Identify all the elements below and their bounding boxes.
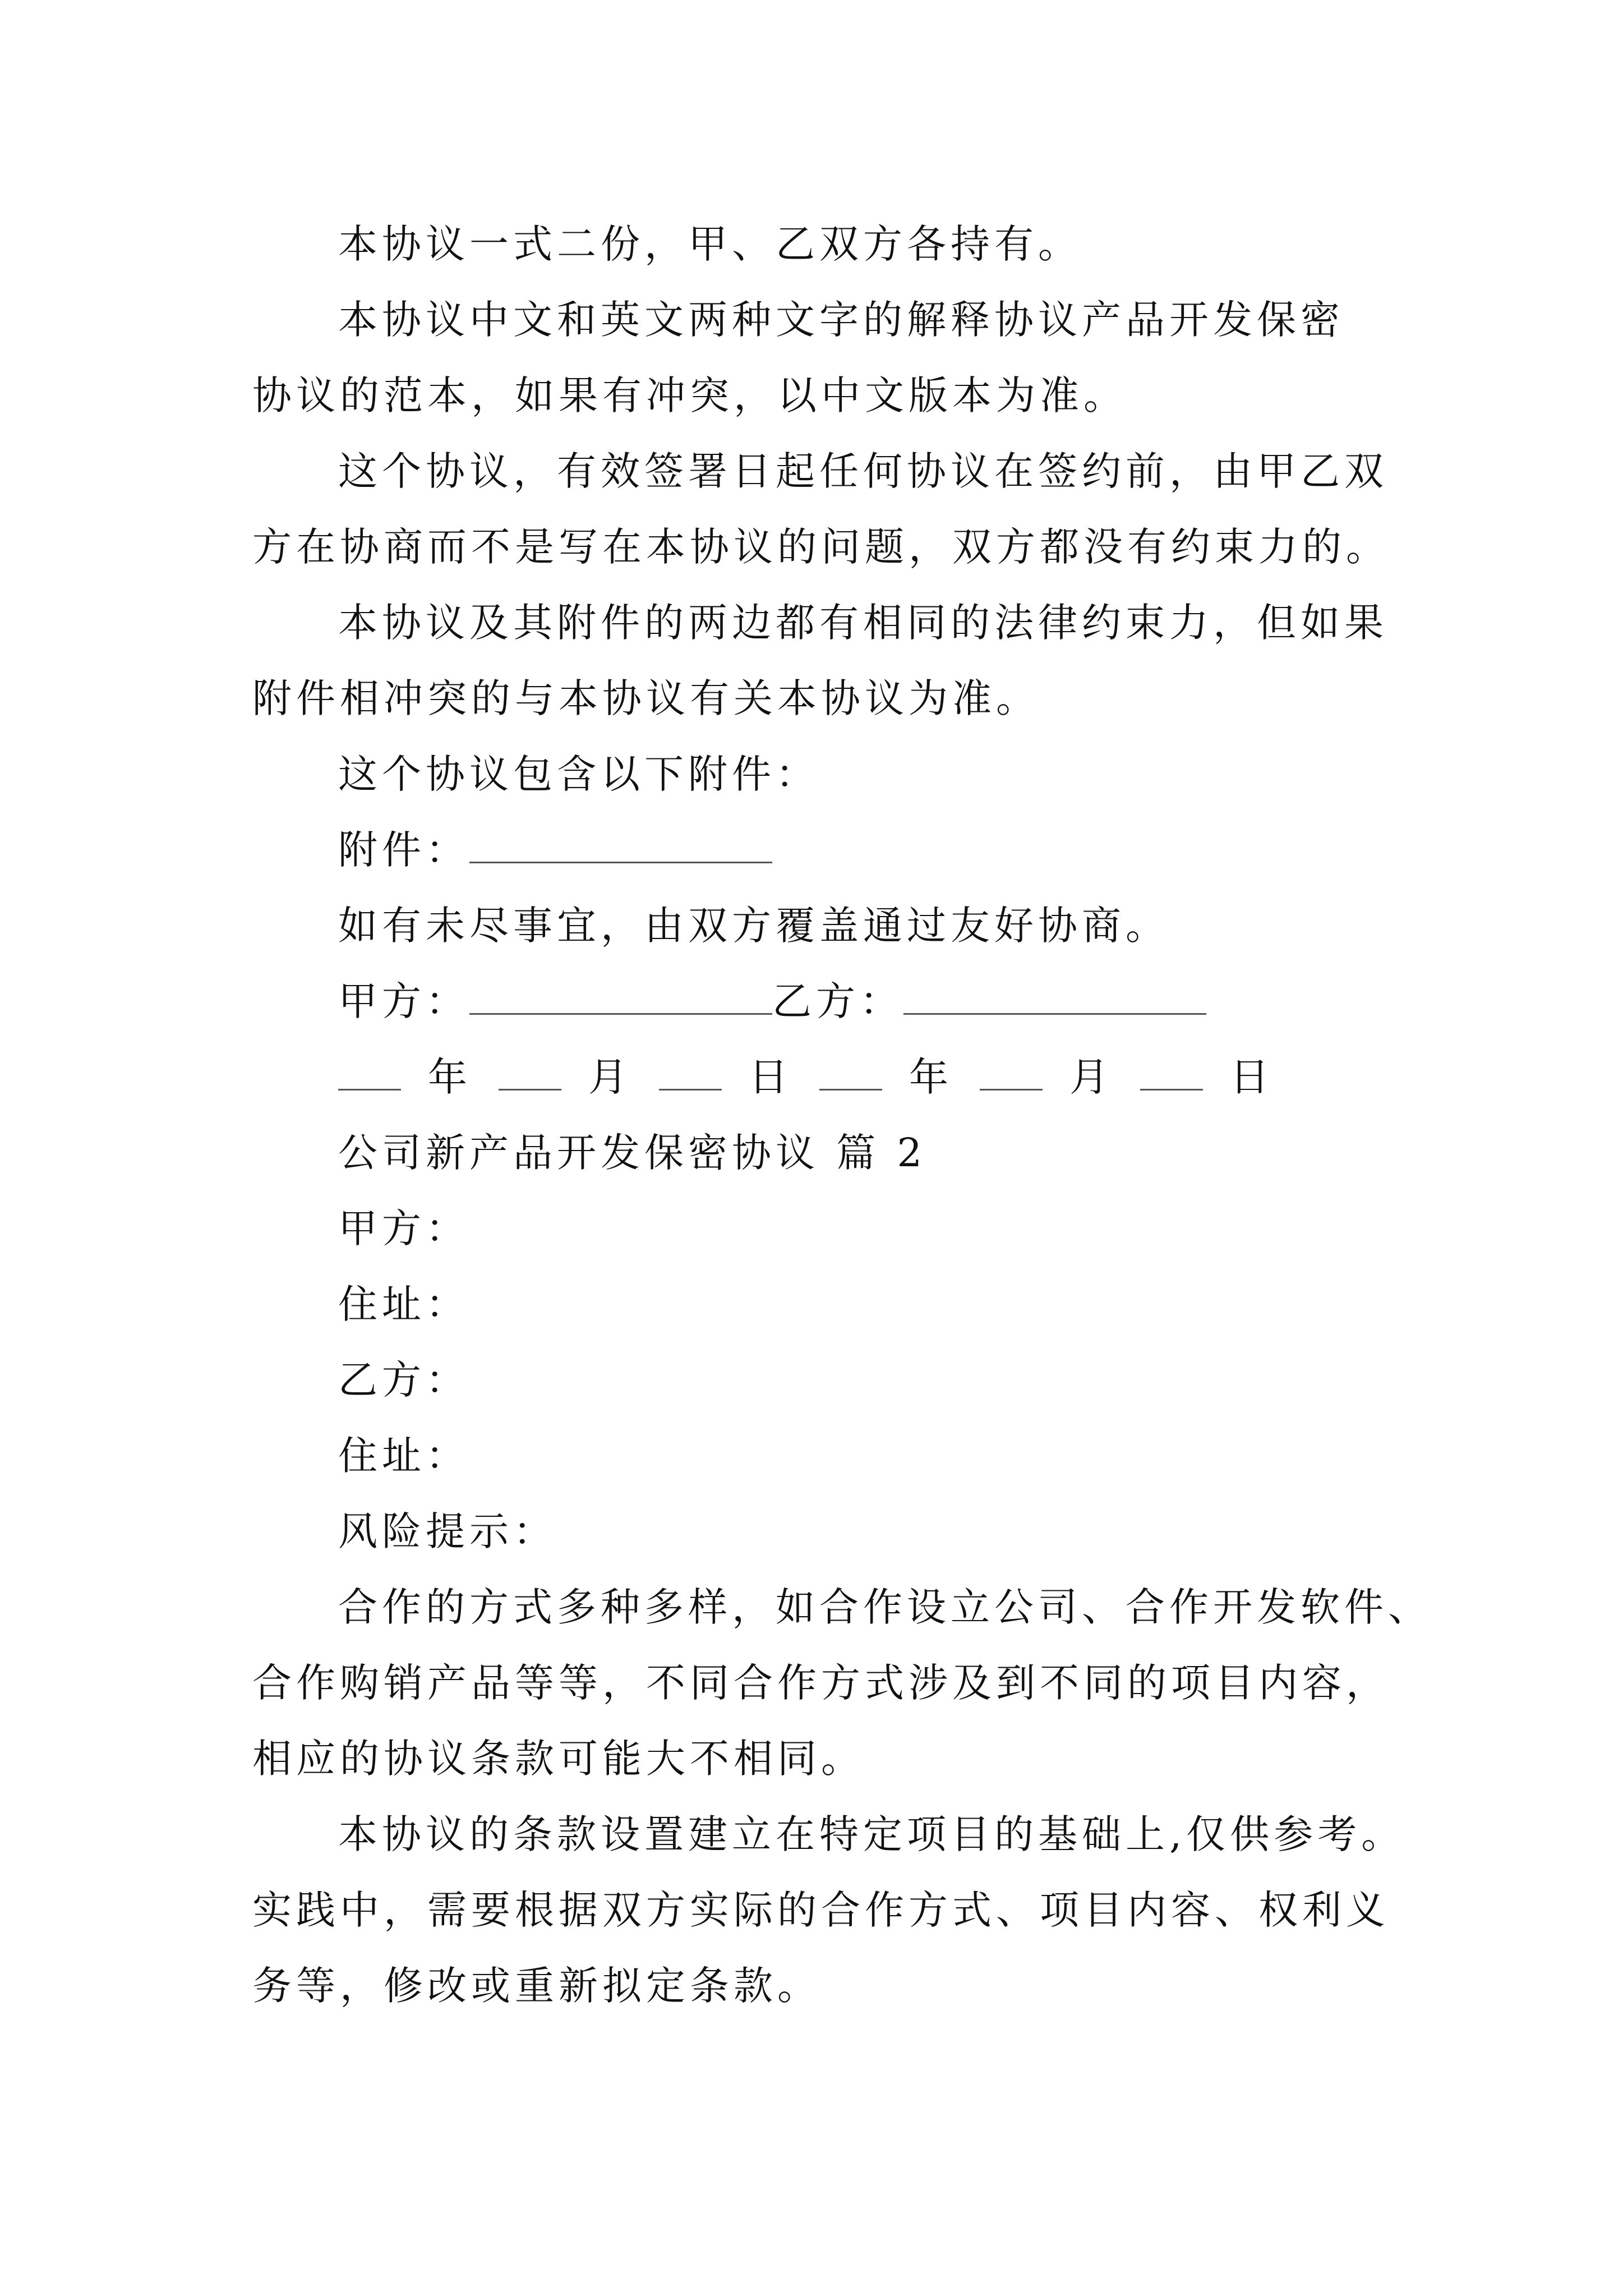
month-label-a: 月 xyxy=(588,1054,632,1100)
day-blank-b xyxy=(1140,1054,1203,1091)
month-label-b: 月 xyxy=(1069,1054,1113,1100)
field-party-b: 乙方： xyxy=(338,1357,469,1403)
year-blank-a xyxy=(338,1054,401,1091)
paragraph-binding-line-2: 方在协商而不是写在本协议的问题，双方都没有约束力的。 xyxy=(252,524,1390,570)
date-row xyxy=(338,1052,1488,1102)
month-blank-b xyxy=(980,1054,1043,1091)
field-party-a: 甲方： xyxy=(338,1205,469,1251)
party-b-label: 乙方： xyxy=(772,978,903,1024)
attachment-label: 附件： xyxy=(338,827,469,873)
paragraph-language-line-1: 本协议中文和英文两种文字的解释协议产品开发保密 xyxy=(338,297,1344,343)
paragraph-attachments-line-1: 本协议及其附件的两边都有相同的法律约束力，但如果 xyxy=(338,600,1388,646)
risk-label: 风险提示： xyxy=(338,1508,557,1554)
section-title: 公司新产品开发保密协议 篇 2 xyxy=(338,1130,927,1176)
day-label-a: 日 xyxy=(749,1054,792,1100)
risk-paragraph-1-line-2: 合作购销产品等等，不同合作方式涉及到不同的项目内容， xyxy=(252,1660,1390,1706)
attachment-row xyxy=(338,825,1488,875)
year-label-a: 年 xyxy=(428,1054,472,1100)
field-address-a: 住址： xyxy=(338,1281,469,1327)
risk-paragraph-2-line-3: 务等，修改或重新拟定条款。 xyxy=(252,1963,821,2009)
year-label-b: 年 xyxy=(909,1054,953,1100)
paragraph-attachments-line-2: 附件相冲突的与本协议有关本协议为准。 xyxy=(252,675,1040,721)
party-a-blank xyxy=(469,978,772,1015)
day-blank-a xyxy=(659,1054,722,1091)
paragraph-unresolved: 如有未尽事宜，由双方覆盖通过友好协商。 xyxy=(338,903,1169,949)
risk-paragraph-2-line-2: 实践中，需要根据双方实际的合作方式、项目内容、权利义 xyxy=(252,1887,1390,1933)
paragraph-binding-line-1: 这个协议，有效签署日起任何协议在签约前，由甲乙双 xyxy=(338,448,1388,494)
day-label-b: 日 xyxy=(1230,1054,1274,1100)
field-address-b: 住址： xyxy=(338,1433,469,1479)
signature-row xyxy=(338,976,1488,1027)
paragraph-copies: 本协议一式二份，甲、乙双方各持有。 xyxy=(338,221,1082,267)
paragraph-attachments-intro: 这个协议包含以下附件： xyxy=(338,751,819,797)
paragraph-language-line-2: 协议的范本，如果有冲突，以中文版本为准。 xyxy=(252,372,1127,418)
party-b-blank xyxy=(903,978,1206,1015)
year-blank-b xyxy=(819,1054,882,1091)
attachment-blank xyxy=(469,827,772,863)
risk-paragraph-2-line-1: 本协议的条款设置建立在特定项目的基础上,仅供参考。 xyxy=(338,1811,1405,1857)
party-a-label: 甲方： xyxy=(338,978,469,1024)
risk-paragraph-1-line-1: 合作的方式多种多样，如合作设立公司、合作开发软件、 xyxy=(338,1584,1432,1630)
month-blank-a xyxy=(499,1054,561,1091)
risk-paragraph-1-line-3: 相应的协议条款可能大不相同。 xyxy=(252,1736,865,1782)
